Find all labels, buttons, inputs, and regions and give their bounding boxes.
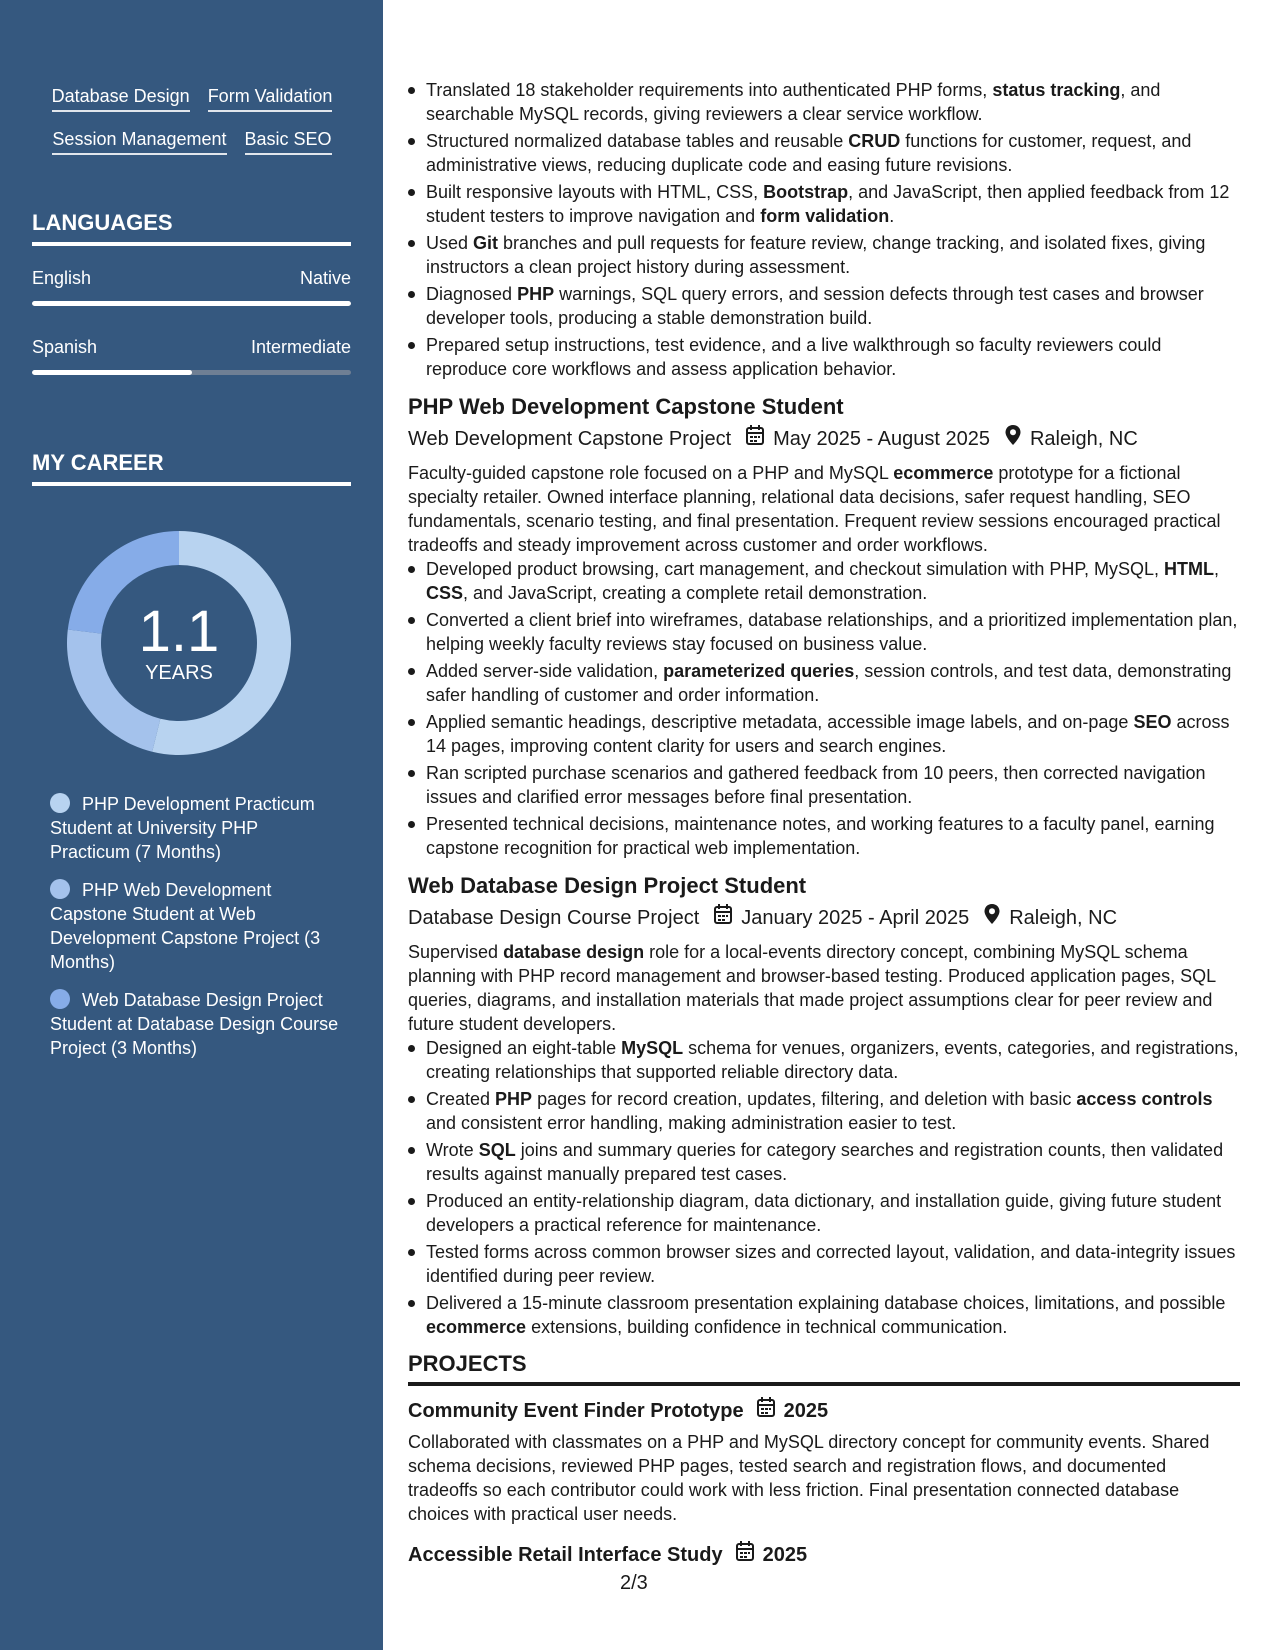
career-item: [50, 988, 340, 1060]
projects-heading: PROJECTS: [408, 1351, 1240, 1386]
bullet-item: Converted a client brief into wireframes, database relationships, and a prioritized implementation plan, helping weekly faculty reviews stay focused on business value.: [408, 608, 1240, 656]
career-list: [50, 792, 340, 1074]
bullet-item: Used Git branches and pull requests for feature review, change tracking, and isolated fixes, giving instructors a clean project history during assessment.: [408, 231, 1240, 279]
skills-list: [32, 86, 352, 172]
job-dates: May 2025 - August 2025: [773, 428, 990, 450]
skill-tag: Database Design: [52, 86, 190, 112]
language-bar: [32, 301, 351, 306]
project-title-row: [408, 1396, 1240, 1426]
career-total-unit: YEARS: [145, 661, 213, 684]
career-donut-center: [66, 530, 292, 756]
bullet-item: Designed an eight-table MySQL schema for venues, organizers, events, categories, and registrations, creating relationships that supported reliable directory data.: [408, 1036, 1240, 1084]
bullet-item: Developed product browsing, cart management, and checkout simulation with PHP, MySQL, HTML, CSS, and JavaScript, creating a complete retail demonstration.: [408, 557, 1240, 605]
career-item-text: PHP Development Practicum Student at University PHP Practicum (7 Months): [50, 794, 315, 862]
bullet-item: Presented technical decisions, maintenance notes, and working features to a faculty panel, earning capstone recognition for practical web implementation.: [408, 812, 1240, 860]
job-summary: Faculty-guided capstone role focused on a PHP and MySQL ecommerce prototype for a fictional specialty retailer. Owned interface planning, relational data decisions, safer request handling, SEO fundamentals, scenario testing, and final presentation. Frequent review sessions encouraged practical tradeoffs and steady improvement across customer and order workflows.: [408, 463, 1221, 555]
job-bullets: [408, 557, 1240, 860]
bullet-item: Ran scripted purchase scenarios and gathered feedback from 10 peers, then corrected navigation issues and clarified error messages before final presentation.: [408, 761, 1240, 809]
language-name: English: [32, 268, 92, 288]
calendar-icon: [713, 903, 733, 933]
bullet-item: Diagnosed PHP warnings, SQL query errors, and session defects through test cases and browser developer tools, producing a stable demonstration build.: [408, 282, 1240, 330]
skill-tag: Basic SEO: [245, 129, 332, 155]
language-level: Native: [299, 268, 351, 288]
prev-job-bullets: [408, 78, 1240, 381]
project-title: Community Event Finder Prototype: [408, 1400, 744, 1422]
job-company: Database Design Course Project: [408, 907, 700, 929]
job-title: PHP Web Development Capstone Student: [408, 394, 844, 419]
language-bar-fill: [32, 301, 351, 306]
skill-tag: Form Validation: [208, 86, 333, 112]
bullet-item: Structured normalized database tables and reusable CRUD functions for customer, request, and administrative views, reducing duplicate code and easing future revisions.: [408, 129, 1240, 177]
career-item: [50, 878, 340, 974]
career-donut-chart: [66, 530, 292, 756]
calendar-icon: [745, 424, 765, 454]
career-total-value: 1.1: [138, 598, 220, 664]
project-title: Accessible Retail Interface Study: [408, 1544, 723, 1566]
skill-tag: Session Management: [52, 129, 226, 155]
bullet-item: Prepared setup instructions, test evidence, and a live walkthrough so faculty reviewers could reproduce core workflows and assess application behavior.: [408, 333, 1240, 381]
career-dot: [50, 793, 70, 813]
bullet-item: Delivered a 15-minute classroom presentation explaining database choices, limitations, and possible ecommerce extensions, building confidence in technical communication.: [408, 1291, 1240, 1339]
language-spanish: [32, 337, 351, 375]
calendar-icon: [756, 1396, 776, 1426]
job-summary: Supervised database design role for a local-events directory concept, combining MySQL schema planning with PHP record management and browser-based testing. Produced application pages, SQL queries, diagrams, and installation materials that made project assumptions clear for peer review and future student developers.: [408, 942, 1216, 1034]
job-meta: [408, 424, 1240, 454]
skill-row: [32, 86, 352, 112]
bullet-item: Translated 18 stakeholder requirements into authenticated PHP forms, status tracking, and searchable MySQL records, giving reviewers a clear service workflow.: [408, 78, 1240, 126]
career-dot: [50, 989, 70, 1009]
bullet-item: Added server-side validation, parameterized queries, session controls, and test data, demonstrating safer handling of customer and order information.: [408, 659, 1240, 707]
job-dates: January 2025 - April 2025: [741, 907, 970, 929]
project-year: 2025: [783, 1400, 829, 1422]
project-entry: [408, 1396, 1240, 1526]
career-item-text: PHP Web Development Capstone Student at Web Development Capstone Project (3 Months): [50, 880, 321, 972]
page-number: 2/3: [620, 1572, 648, 1594]
project-description: Collaborated with classmates on a PHP and MySQL directory concept for community events. Shared schema decisions, reviewed PHP pages, tested search and registration flows, and documented tradeoffs so each contributor could work with less friction. Final presentation connected database choices with practical user needs.: [408, 1432, 1210, 1524]
bullet-item: Wrote SQL joins and summary queries for category searches and registration counts, then validated results against manually prepared test cases.: [408, 1138, 1240, 1186]
language-bar-fill: [32, 370, 192, 375]
language-name: Spanish: [32, 337, 98, 357]
location-pin-icon: [1004, 424, 1022, 454]
language-bar: [32, 370, 351, 375]
bullet-item: Created PHP pages for record creation, updates, filtering, and deletion with basic access controls and consistent error handling, making administration easier to test.: [408, 1087, 1240, 1135]
language-level: Intermediate: [250, 337, 351, 357]
bullet-item: Tested forms across common browser sizes and corrected layout, validation, and data-integrity issues identified during peer review.: [408, 1240, 1240, 1288]
career-heading: MY CAREER: [32, 450, 351, 486]
project-entry: [408, 1540, 1240, 1570]
job-meta: [408, 903, 1240, 933]
main-content: [408, 78, 1240, 1570]
project-title-row: [408, 1540, 1240, 1570]
job-entry: [408, 872, 1240, 1339]
bullet-item: Built responsive layouts with HTML, CSS, Bootstrap, and JavaScript, then applied feedback from 12 student testers to improve navigation and form validation.: [408, 180, 1240, 228]
sidebar: [0, 0, 383, 1650]
calendar-icon: [735, 1540, 755, 1570]
job-bullets: [408, 1036, 1240, 1339]
career-item: [50, 792, 340, 864]
language-english: [32, 268, 351, 306]
career-dot: [50, 879, 70, 899]
location-pin-icon: [983, 903, 1001, 933]
job-company: Web Development Capstone Project: [408, 428, 732, 450]
job-location: Raleigh, NC: [1029, 428, 1138, 450]
project-year: 2025: [762, 1544, 808, 1566]
bullet-item: Applied semantic headings, descriptive metadata, accessible image labels, and on-page SEO across 14 pages, improving content clarity for users and search engines.: [408, 710, 1240, 758]
bullet-item: Produced an entity-relationship diagram, data dictionary, and installation guide, giving future student developers a practical reference for maintenance.: [408, 1189, 1240, 1237]
career-item-text: Web Database Design Project Student at Database Design Course Project (3 Months): [50, 990, 339, 1058]
job-entry: [408, 393, 1240, 860]
job-location: Raleigh, NC: [1009, 907, 1118, 929]
job-title: Web Database Design Project Student: [408, 873, 807, 898]
skill-row: [32, 129, 352, 155]
languages-heading: LANGUAGES: [32, 210, 351, 246]
